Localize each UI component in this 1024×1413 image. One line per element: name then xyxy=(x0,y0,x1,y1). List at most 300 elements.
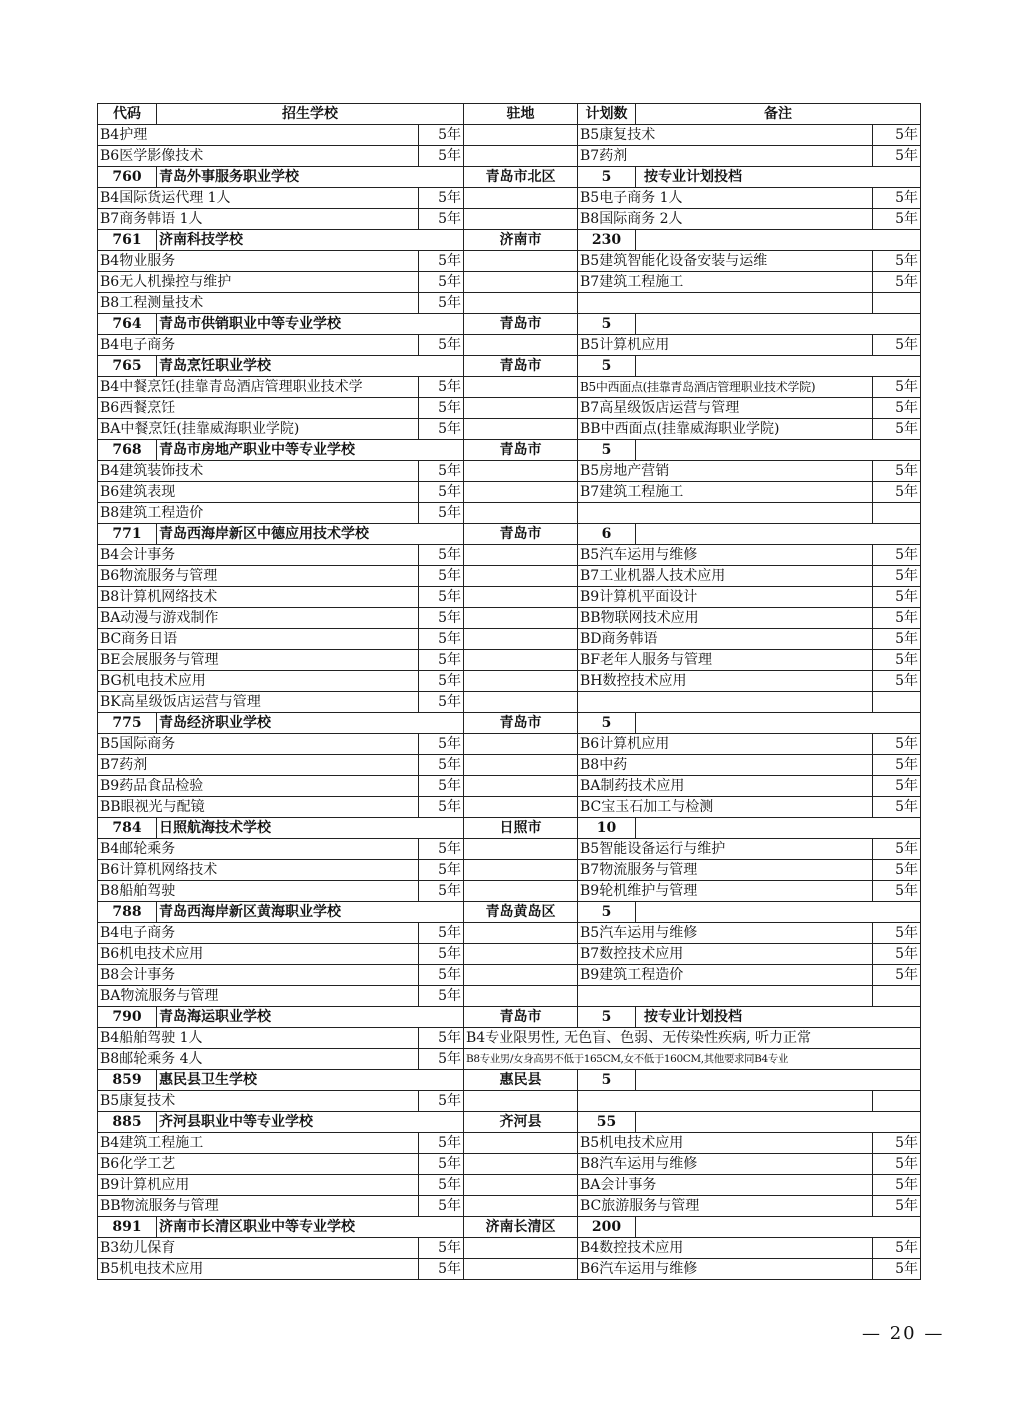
school-row xyxy=(98,1007,921,1028)
major-row xyxy=(98,146,921,167)
spacer-cell xyxy=(464,1154,578,1175)
major-years: 5年 xyxy=(873,188,921,209)
major-name: B9计算机应用 xyxy=(98,1175,419,1196)
major-years xyxy=(873,692,921,713)
major-name: B7物流服务与管理 xyxy=(578,860,873,881)
major-row xyxy=(98,1259,921,1280)
spacer-cell xyxy=(464,1133,578,1154)
major-name xyxy=(578,293,873,314)
spacer-cell xyxy=(464,776,578,797)
major-years: 5年 xyxy=(419,146,464,167)
spacer-cell xyxy=(464,188,578,209)
major-years: 5年 xyxy=(419,1028,464,1049)
major-name: B5计算机应用 xyxy=(578,335,873,356)
school-code: 885 xyxy=(98,1112,157,1133)
major-row xyxy=(98,986,921,1007)
major-years: 5年 xyxy=(873,1133,921,1154)
school-plan: 5 xyxy=(578,440,636,461)
major-row xyxy=(98,1196,921,1217)
spacer-cell xyxy=(464,650,578,671)
school-code: 761 xyxy=(98,230,157,251)
school-name: 济南市长清区职业中等专业学校 xyxy=(157,1217,464,1238)
spacer-cell xyxy=(464,965,578,986)
major-row xyxy=(98,1154,921,1175)
major-years: 5年 xyxy=(419,461,464,482)
major-name: B7商务韩语 1人 xyxy=(98,209,419,230)
school-plan: 5 xyxy=(578,1007,636,1028)
major-name: BC旅游服务与管理 xyxy=(578,1196,873,1217)
major-years xyxy=(873,293,921,314)
major-years: 5年 xyxy=(873,272,921,293)
major-name xyxy=(578,1091,873,1112)
major-row xyxy=(98,881,921,902)
major-name: B6无人机操控与维护 xyxy=(98,272,419,293)
school-location: 齐河县 xyxy=(464,1112,578,1133)
spacer-cell xyxy=(464,545,578,566)
major-row xyxy=(98,293,921,314)
major-name: B5康复技术 xyxy=(98,1091,419,1112)
major-years: 5年 xyxy=(419,944,464,965)
major-row xyxy=(98,1049,921,1070)
major-name: B4护理 xyxy=(98,125,419,146)
school-plan: 200 xyxy=(578,1217,636,1238)
major-name: B4国际货运代理 1人 xyxy=(98,188,419,209)
school-plan: 5 xyxy=(578,713,636,734)
major-years: 5年 xyxy=(873,860,921,881)
major-name: B8船舶驾驶 xyxy=(98,881,419,902)
major-name: B9建筑工程造价 xyxy=(578,965,873,986)
major-name: B5康复技术 xyxy=(578,125,873,146)
major-name: B7药剂 xyxy=(578,146,873,167)
major-years: 5年 xyxy=(419,545,464,566)
major-name: BA制药技术应用 xyxy=(578,776,873,797)
major-years: 5年 xyxy=(873,944,921,965)
major-name: B4中餐烹饪(挂靠青岛酒店管理职业技术学 xyxy=(98,377,419,398)
major-years: 5年 xyxy=(873,608,921,629)
major-years: 5年 xyxy=(873,965,921,986)
school-code: 859 xyxy=(98,1070,157,1091)
major-years xyxy=(873,1091,921,1112)
major-row xyxy=(98,650,921,671)
spacer-cell xyxy=(464,398,578,419)
school-row xyxy=(98,314,921,335)
major-name: B8汽车运用与维修 xyxy=(578,1154,873,1175)
school-row xyxy=(98,1217,921,1238)
major-row xyxy=(98,1133,921,1154)
major-row xyxy=(98,125,921,146)
major-years: 5年 xyxy=(419,398,464,419)
spacer-cell xyxy=(464,1175,578,1196)
major-years: 5年 xyxy=(419,776,464,797)
major-years: 5年 xyxy=(873,629,921,650)
major-years: 5年 xyxy=(873,755,921,776)
school-row xyxy=(98,167,921,188)
major-name: B4建筑工程施工 xyxy=(98,1133,419,1154)
major-name: B5电子商务 1人 xyxy=(578,188,873,209)
spacer-cell xyxy=(464,671,578,692)
major-name: BA会计事务 xyxy=(578,1175,873,1196)
spacer-cell xyxy=(464,482,578,503)
major-name: B5机电技术应用 xyxy=(98,1259,419,1280)
school-row xyxy=(98,713,921,734)
major-name: B5房地产营销 xyxy=(578,461,873,482)
header-note: 备注 xyxy=(636,104,921,125)
major-years: 5年 xyxy=(873,1259,921,1280)
spacer-cell xyxy=(464,860,578,881)
major-name xyxy=(578,503,873,524)
major-name: B6计算机网络技术 xyxy=(98,860,419,881)
major-row xyxy=(98,797,921,818)
major-name: B4会计事务 xyxy=(98,545,419,566)
major-years: 5年 xyxy=(873,566,921,587)
school-plan: 5 xyxy=(578,314,636,335)
major-name: BH数控技术应用 xyxy=(578,671,873,692)
major-row xyxy=(98,1175,921,1196)
major-years: 5年 xyxy=(419,734,464,755)
major-years: 5年 xyxy=(419,377,464,398)
major-row xyxy=(98,482,921,503)
spacer-cell xyxy=(464,986,578,1007)
school-note xyxy=(636,356,921,377)
major-name: B4电子商务 xyxy=(98,335,419,356)
major-years: 5年 xyxy=(873,587,921,608)
spacer-cell xyxy=(464,335,578,356)
major-years: 5年 xyxy=(873,461,921,482)
spacer-cell xyxy=(464,146,578,167)
major-requirement: B4专业限男性, 无色盲、色弱、无传染性疾病, 听力正常 xyxy=(464,1028,921,1049)
major-years: 5年 xyxy=(419,1091,464,1112)
major-years: 5年 xyxy=(419,293,464,314)
spacer-cell xyxy=(464,209,578,230)
header-plan: 计划数 xyxy=(578,104,636,125)
school-code: 788 xyxy=(98,902,157,923)
major-name: BF老年人服务与管理 xyxy=(578,650,873,671)
major-years: 5年 xyxy=(873,251,921,272)
school-name: 济南科技学校 xyxy=(157,230,464,251)
major-years: 5年 xyxy=(873,734,921,755)
header-location: 驻地 xyxy=(464,104,578,125)
major-name: B7建筑工程施工 xyxy=(578,482,873,503)
header-code: 代码 xyxy=(98,104,157,125)
spacer-cell xyxy=(464,125,578,146)
school-name: 青岛海运职业学校 xyxy=(157,1007,464,1028)
school-location: 青岛市 xyxy=(464,713,578,734)
spacer-cell xyxy=(464,734,578,755)
major-years: 5年 xyxy=(419,587,464,608)
school-code: 771 xyxy=(98,524,157,545)
major-name: B6计算机应用 xyxy=(578,734,873,755)
school-row xyxy=(98,230,921,251)
major-years: 5年 xyxy=(419,1154,464,1175)
major-name: B5智能设备运行与维护 xyxy=(578,839,873,860)
major-name: B6汽车运用与维修 xyxy=(578,1259,873,1280)
spacer-cell xyxy=(464,881,578,902)
major-years: 5年 xyxy=(873,482,921,503)
major-name: BA物流服务与管理 xyxy=(98,986,419,1007)
major-row xyxy=(98,419,921,440)
major-years: 5年 xyxy=(419,503,464,524)
major-name: B7建筑工程施工 xyxy=(578,272,873,293)
major-row xyxy=(98,251,921,272)
school-location: 青岛黄岛区 xyxy=(464,902,578,923)
major-name: B5国际商务 xyxy=(98,734,419,755)
spacer-cell xyxy=(464,587,578,608)
major-row xyxy=(98,272,921,293)
header-school: 招生学校 xyxy=(157,104,464,125)
major-row xyxy=(98,965,921,986)
major-years: 5年 xyxy=(873,545,921,566)
school-name: 青岛经济职业学校 xyxy=(157,713,464,734)
major-years: 5年 xyxy=(873,1196,921,1217)
major-years xyxy=(873,503,921,524)
major-years: 5年 xyxy=(419,671,464,692)
school-name: 青岛市供销职业中等专业学校 xyxy=(157,314,464,335)
major-years: 5年 xyxy=(873,881,921,902)
spacer-cell xyxy=(464,1259,578,1280)
major-name: BB中西面点(挂靠威海职业学院) xyxy=(578,419,873,440)
school-name: 惠民县卫生学校 xyxy=(157,1070,464,1091)
school-location: 惠民县 xyxy=(464,1070,578,1091)
major-years: 5年 xyxy=(873,797,921,818)
major-name: BK高星级饭店运营与管理 xyxy=(98,692,419,713)
major-name: B7数控技术应用 xyxy=(578,944,873,965)
page-number: — 20 — xyxy=(862,1323,945,1344)
major-row xyxy=(98,377,921,398)
major-name: B6医学影像技术 xyxy=(98,146,419,167)
school-location: 济南市 xyxy=(464,230,578,251)
major-name: B7高星级饭店运营与管理 xyxy=(578,398,873,419)
major-years: 5年 xyxy=(419,125,464,146)
school-note: 按专业计划投档 xyxy=(636,1007,921,1028)
major-name: B4建筑装饰技术 xyxy=(98,461,419,482)
major-years: 5年 xyxy=(419,650,464,671)
major-name: B6西餐烹饪 xyxy=(98,398,419,419)
major-row xyxy=(98,545,921,566)
major-name: BG机电技术应用 xyxy=(98,671,419,692)
major-row xyxy=(98,1238,921,1259)
major-name xyxy=(578,692,873,713)
school-plan: 5 xyxy=(578,1070,636,1091)
major-name: B9药品食品检验 xyxy=(98,776,419,797)
school-note xyxy=(636,1112,921,1133)
major-name: B3幼儿保育 xyxy=(98,1238,419,1259)
school-location: 青岛市 xyxy=(464,314,578,335)
school-location: 青岛市 xyxy=(464,524,578,545)
school-row xyxy=(98,440,921,461)
school-plan: 230 xyxy=(578,230,636,251)
major-years: 5年 xyxy=(419,1049,464,1070)
major-name: B4船舶驾驶 1人 xyxy=(98,1028,419,1049)
school-location: 青岛市北区 xyxy=(464,167,578,188)
major-row xyxy=(98,335,921,356)
school-name: 青岛市房地产职业中等专业学校 xyxy=(157,440,464,461)
major-years: 5年 xyxy=(873,1175,921,1196)
major-years: 5年 xyxy=(873,1238,921,1259)
school-name: 日照航海技术学校 xyxy=(157,818,464,839)
spacer-cell xyxy=(464,1196,578,1217)
major-name: B4电子商务 xyxy=(98,923,419,944)
school-note xyxy=(636,314,921,335)
major-years: 5年 xyxy=(419,965,464,986)
spacer-cell xyxy=(464,923,578,944)
major-years: 5年 xyxy=(419,1175,464,1196)
major-name: B5机电技术应用 xyxy=(578,1133,873,1154)
school-note: 按专业计划投档 xyxy=(636,167,921,188)
major-years: 5年 xyxy=(419,1196,464,1217)
major-years: 5年 xyxy=(419,881,464,902)
major-years: 5年 xyxy=(419,797,464,818)
major-row xyxy=(98,1091,921,1112)
spacer-cell xyxy=(464,503,578,524)
school-name: 青岛西海岸新区中德应用技术学校 xyxy=(157,524,464,545)
school-location: 济南长清区 xyxy=(464,1217,578,1238)
major-years: 5年 xyxy=(419,419,464,440)
major-requirement: B8专业男/女身高男不低于165CM,女不低于160CM,其他要求同B4专业 xyxy=(464,1049,921,1070)
major-name: B5中西面点(挂靠青岛酒店管理职业技术学院) xyxy=(578,377,873,398)
major-name: B6机电技术应用 xyxy=(98,944,419,965)
school-code: 764 xyxy=(98,314,157,335)
major-row xyxy=(98,671,921,692)
major-name: B7工业机器人技术应用 xyxy=(578,566,873,587)
major-years: 5年 xyxy=(419,923,464,944)
major-name: B9轮机维护与管理 xyxy=(578,881,873,902)
major-years: 5年 xyxy=(873,146,921,167)
major-years xyxy=(873,986,921,1007)
spacer-cell xyxy=(464,377,578,398)
school-row xyxy=(98,356,921,377)
major-years: 5年 xyxy=(419,1133,464,1154)
major-name: B7药剂 xyxy=(98,755,419,776)
major-name: B8计算机网络技术 xyxy=(98,587,419,608)
major-name: BA中餐烹饪(挂靠威海职业学院) xyxy=(98,419,419,440)
spacer-cell xyxy=(464,419,578,440)
major-row xyxy=(98,923,921,944)
school-row xyxy=(98,1112,921,1133)
major-name: BD商务韩语 xyxy=(578,629,873,650)
spacer-cell xyxy=(464,1238,578,1259)
school-note xyxy=(636,818,921,839)
major-years: 5年 xyxy=(419,482,464,503)
major-row xyxy=(98,944,921,965)
school-name: 齐河县职业中等专业学校 xyxy=(157,1112,464,1133)
major-row xyxy=(98,608,921,629)
school-note xyxy=(636,1070,921,1091)
major-name: B8国际商务 2人 xyxy=(578,209,873,230)
major-years: 5年 xyxy=(419,692,464,713)
major-name: B4邮轮乘务 xyxy=(98,839,419,860)
major-row xyxy=(98,461,921,482)
major-years: 5年 xyxy=(419,629,464,650)
major-years: 5年 xyxy=(873,419,921,440)
major-years: 5年 xyxy=(419,608,464,629)
major-years: 5年 xyxy=(419,209,464,230)
table-header-row xyxy=(98,104,921,125)
school-row xyxy=(98,524,921,545)
enrollment-table xyxy=(97,103,921,1280)
major-row xyxy=(98,587,921,608)
major-name: B5建筑智能化设备安装与运维 xyxy=(578,251,873,272)
major-name: B8会计事务 xyxy=(98,965,419,986)
spacer-cell xyxy=(464,629,578,650)
major-years: 5年 xyxy=(419,1238,464,1259)
major-row xyxy=(98,734,921,755)
major-row xyxy=(98,860,921,881)
school-location: 青岛市 xyxy=(464,356,578,377)
major-years: 5年 xyxy=(419,566,464,587)
major-row xyxy=(98,503,921,524)
spacer-cell xyxy=(464,608,578,629)
school-plan: 10 xyxy=(578,818,636,839)
school-plan: 6 xyxy=(578,524,636,545)
major-row xyxy=(98,188,921,209)
major-years: 5年 xyxy=(419,755,464,776)
major-years: 5年 xyxy=(419,335,464,356)
major-name: B5汽车运用与维修 xyxy=(578,545,873,566)
school-note xyxy=(636,902,921,923)
spacer-cell xyxy=(464,461,578,482)
school-note xyxy=(636,1217,921,1238)
major-years: 5年 xyxy=(873,650,921,671)
major-row xyxy=(98,566,921,587)
spacer-cell xyxy=(464,251,578,272)
school-name: 青岛西海岸新区黄海职业学校 xyxy=(157,902,464,923)
major-years: 5年 xyxy=(873,839,921,860)
spacer-cell xyxy=(464,839,578,860)
major-name xyxy=(578,986,873,1007)
major-years: 5年 xyxy=(873,1154,921,1175)
spacer-cell xyxy=(464,944,578,965)
spacer-cell xyxy=(464,272,578,293)
school-location: 青岛市 xyxy=(464,1007,578,1028)
major-years: 5年 xyxy=(873,125,921,146)
spacer-cell xyxy=(464,293,578,314)
major-name: B6化学工艺 xyxy=(98,1154,419,1175)
school-code: 760 xyxy=(98,167,157,188)
major-years: 5年 xyxy=(873,377,921,398)
major-years: 5年 xyxy=(873,398,921,419)
school-plan: 5 xyxy=(578,356,636,377)
school-plan: 55 xyxy=(578,1112,636,1133)
school-code: 775 xyxy=(98,713,157,734)
major-name: B9计算机平面设计 xyxy=(578,587,873,608)
school-code: 891 xyxy=(98,1217,157,1238)
spacer-cell xyxy=(464,755,578,776)
major-row xyxy=(98,839,921,860)
major-years: 5年 xyxy=(873,209,921,230)
school-plan: 5 xyxy=(578,902,636,923)
major-name: B4数控技术应用 xyxy=(578,1238,873,1259)
major-name: B8邮轮乘务 4人 xyxy=(98,1049,419,1070)
school-location: 青岛市 xyxy=(464,440,578,461)
major-name: B6建筑表现 xyxy=(98,482,419,503)
major-years: 5年 xyxy=(419,188,464,209)
major-name: B8工程测量技术 xyxy=(98,293,419,314)
school-code: 790 xyxy=(98,1007,157,1028)
major-years: 5年 xyxy=(873,671,921,692)
school-row xyxy=(98,902,921,923)
major-row xyxy=(98,692,921,713)
major-years: 5年 xyxy=(419,251,464,272)
major-name: BB物流服务与管理 xyxy=(98,1196,419,1217)
spacer-cell xyxy=(464,692,578,713)
school-note xyxy=(636,713,921,734)
major-name: BB眼视光与配镜 xyxy=(98,797,419,818)
major-name: BE会展服务与管理 xyxy=(98,650,419,671)
major-name: B5汽车运用与维修 xyxy=(578,923,873,944)
school-code: 784 xyxy=(98,818,157,839)
major-row xyxy=(98,629,921,650)
major-name: B4物业服务 xyxy=(98,251,419,272)
